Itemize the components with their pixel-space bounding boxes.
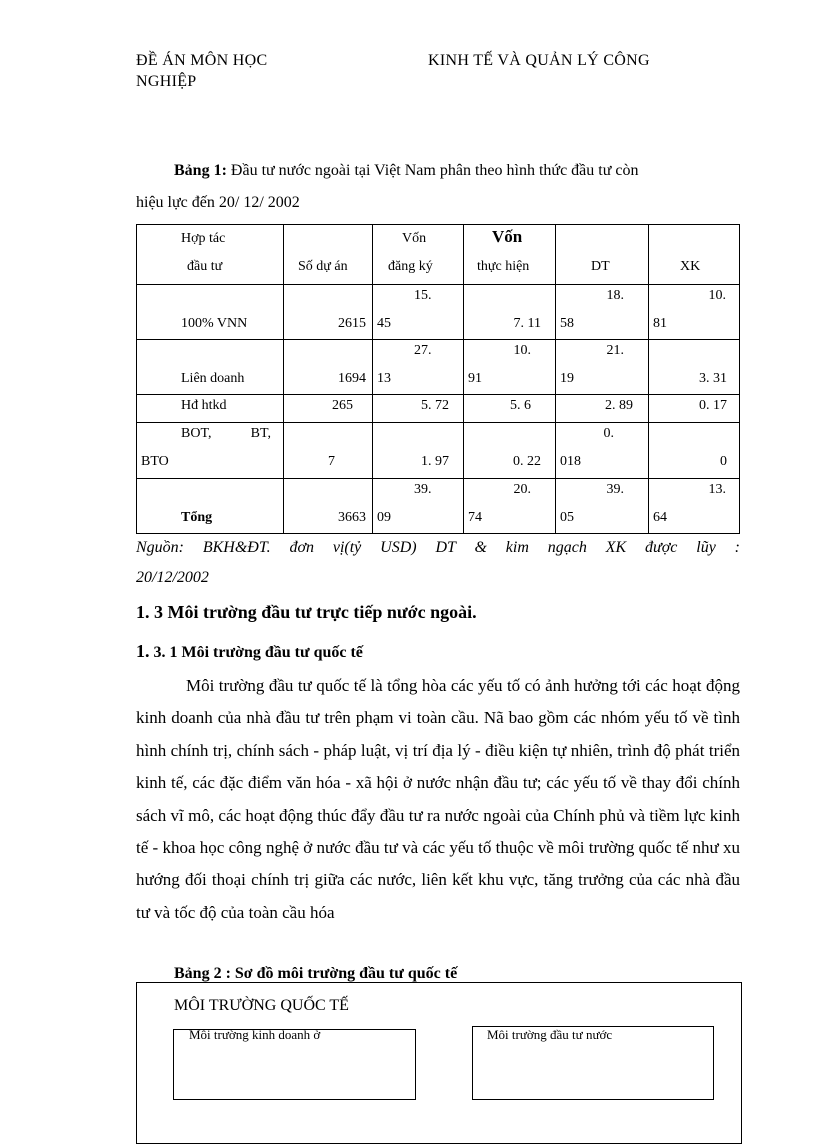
row1-impl: 7. 11: [513, 316, 541, 331]
row1-projects: 2615: [338, 316, 366, 331]
table-row: [137, 395, 740, 423]
row1-dt-b: 58: [560, 316, 574, 331]
row5-reg-a: 39.: [414, 482, 432, 497]
table-row: [137, 423, 740, 479]
row2-dt-b: 19: [560, 371, 574, 386]
section-heading: 1. 3 Môi trường đầu tư trực tiếp nước ngoài.: [136, 602, 477, 622]
diagram-title: MÔI TRƯỜNG QUỐC TẾ: [174, 997, 349, 1014]
table1-source-line2: 20/12/2002: [136, 569, 209, 586]
subsection-text: 3. 1 Môi trường đầu tư quốc tế: [153, 644, 363, 661]
row4-xk: 0: [720, 454, 727, 469]
row3-impl: 5. 6: [510, 398, 531, 413]
investment-table: [136, 224, 740, 534]
business-environment-label: Môi trường kinh doanh ở: [189, 1027, 321, 1042]
body-paragraph: Môi trường đầu tư quốc tế là tổng hòa các yếu tố có ảnh hưởng tới các hoạt động kinh doanh của nhà đầu tư trên phạm vi toàn cầu. Nã bao gồm các nhóm yếu tố về tình hình chính trị, chính sách - pháp luật, vị trí địa lý - điều kiện tự nhiên, trình độ phát triển kinh tế, các đặc điểm văn hóa - xã hội ở nước nhận đầu tư; các yếu tố về thay đổi chính sách vĩ mô, các hoạt động thúc đẩy đầu tư ra nước ngoài của Chính phủ và tiềm lực kinh tế - khoa học công nghệ ở nước đầu tư và các yếu tố thuộc về môi trường quốc tế như xu hướng đối thoại chính trị giữa các nước, liên kết khu vực, tăng trưởng của các nhà đầu tư và tốc độ của toàn cầu hóa: [136, 676, 740, 922]
row3-projects: 265: [332, 398, 353, 413]
table1-caption-line2: hiệu lực đến 20/ 12/ 2002: [136, 194, 300, 211]
row3-type: Hđ htkd: [181, 398, 227, 413]
table-row: [137, 285, 740, 340]
row4-type-c: BTO: [141, 454, 169, 469]
row1-xk-a: 10.: [708, 288, 726, 303]
row5-projects: 3663: [338, 510, 366, 525]
col-header-cooperation: Hợp tác: [181, 231, 226, 246]
row5-dt-b: 05: [560, 510, 574, 525]
row4-dt-a: 0.: [603, 426, 614, 441]
table-row: [137, 340, 740, 395]
row5-xk-b: 64: [653, 510, 667, 525]
row1-xk-b: 81: [653, 316, 667, 331]
row1-type: 100% VNN: [181, 316, 248, 331]
row5-xk-a: 13.: [708, 482, 726, 497]
row1-reg-a: 15.: [414, 288, 432, 303]
row5-impl-a: 20.: [513, 482, 531, 497]
col-header-dt: DT: [591, 259, 610, 274]
row2-reg-a: 27.: [414, 343, 432, 358]
table1-caption: [174, 156, 638, 186]
row2-projects: 1694: [338, 371, 366, 386]
col-header-registered: Vốn: [402, 231, 427, 246]
row2-xk: 3. 31: [699, 371, 727, 386]
row2-type: Liên doanh: [181, 371, 245, 386]
row2-impl-b: 91: [468, 371, 482, 386]
table-header-row: [137, 225, 740, 285]
row3-xk: 0. 17: [699, 398, 727, 413]
table1-source: Nguồn: BKH&ĐT. đơn vị(tỷ USD) DT & kim ngạch XK được lũy :: [136, 539, 740, 556]
row5-dt-a: 39.: [606, 482, 624, 497]
row4-dt-b: 018: [560, 454, 581, 469]
header-left-line1: ĐỀ ÁN MÔN HỌC: [136, 52, 268, 69]
col-header-implemented-2: thực hiện: [477, 259, 530, 274]
table1-caption-text: Đầu tư nước ngoài tại Việt Nam phân theo hình thức đầu tư còn: [230, 162, 639, 179]
header-right: KINH TẾ VÀ QUẢN LÝ CÔNG: [428, 52, 650, 69]
row1-dt-a: 18.: [606, 288, 624, 303]
investment-environment-box: [472, 1026, 714, 1100]
investment-environment-label: Môi trường đầu tư nước: [487, 1027, 613, 1042]
row3-reg: 5. 72: [421, 398, 449, 413]
table-row: [137, 479, 740, 534]
row3-dt: 2. 89: [605, 398, 633, 413]
col-header-projects: Số dự án: [298, 259, 348, 274]
col-header-implemented: Vốn: [492, 227, 523, 246]
row4-impl: 0. 22: [513, 454, 541, 469]
row2-reg-b: 13: [377, 371, 391, 386]
row2-dt-a: 21.: [606, 343, 624, 358]
row2-impl-a: 10.: [513, 343, 531, 358]
col-header-xk: XK: [680, 259, 701, 274]
row5-impl-b: 74: [468, 510, 482, 525]
subsection-heading: [136, 641, 363, 662]
business-environment-box: [173, 1029, 416, 1100]
row1-reg-b: 45: [377, 316, 391, 331]
row4-type-b: BT,: [250, 426, 271, 441]
table1-caption-label: Bảng 1:: [174, 162, 227, 179]
row5-reg-b: 09: [377, 510, 391, 525]
row4-type-a: BOT,: [181, 426, 212, 441]
diagram-caption: Bảng 2 : Sơ đồ môi trường đầu tư quốc tế: [174, 965, 458, 982]
row4-projects: 7: [328, 454, 335, 469]
col-header-registered-2: đăng ký: [388, 259, 433, 274]
subsection-number: 1.: [136, 641, 150, 661]
row5-type: Tổng: [181, 510, 213, 525]
col-header-cooperation-2: đầu tư: [187, 259, 223, 274]
row4-reg: 1. 97: [421, 454, 449, 469]
header-left-line2: NGHIỆP: [136, 73, 197, 90]
